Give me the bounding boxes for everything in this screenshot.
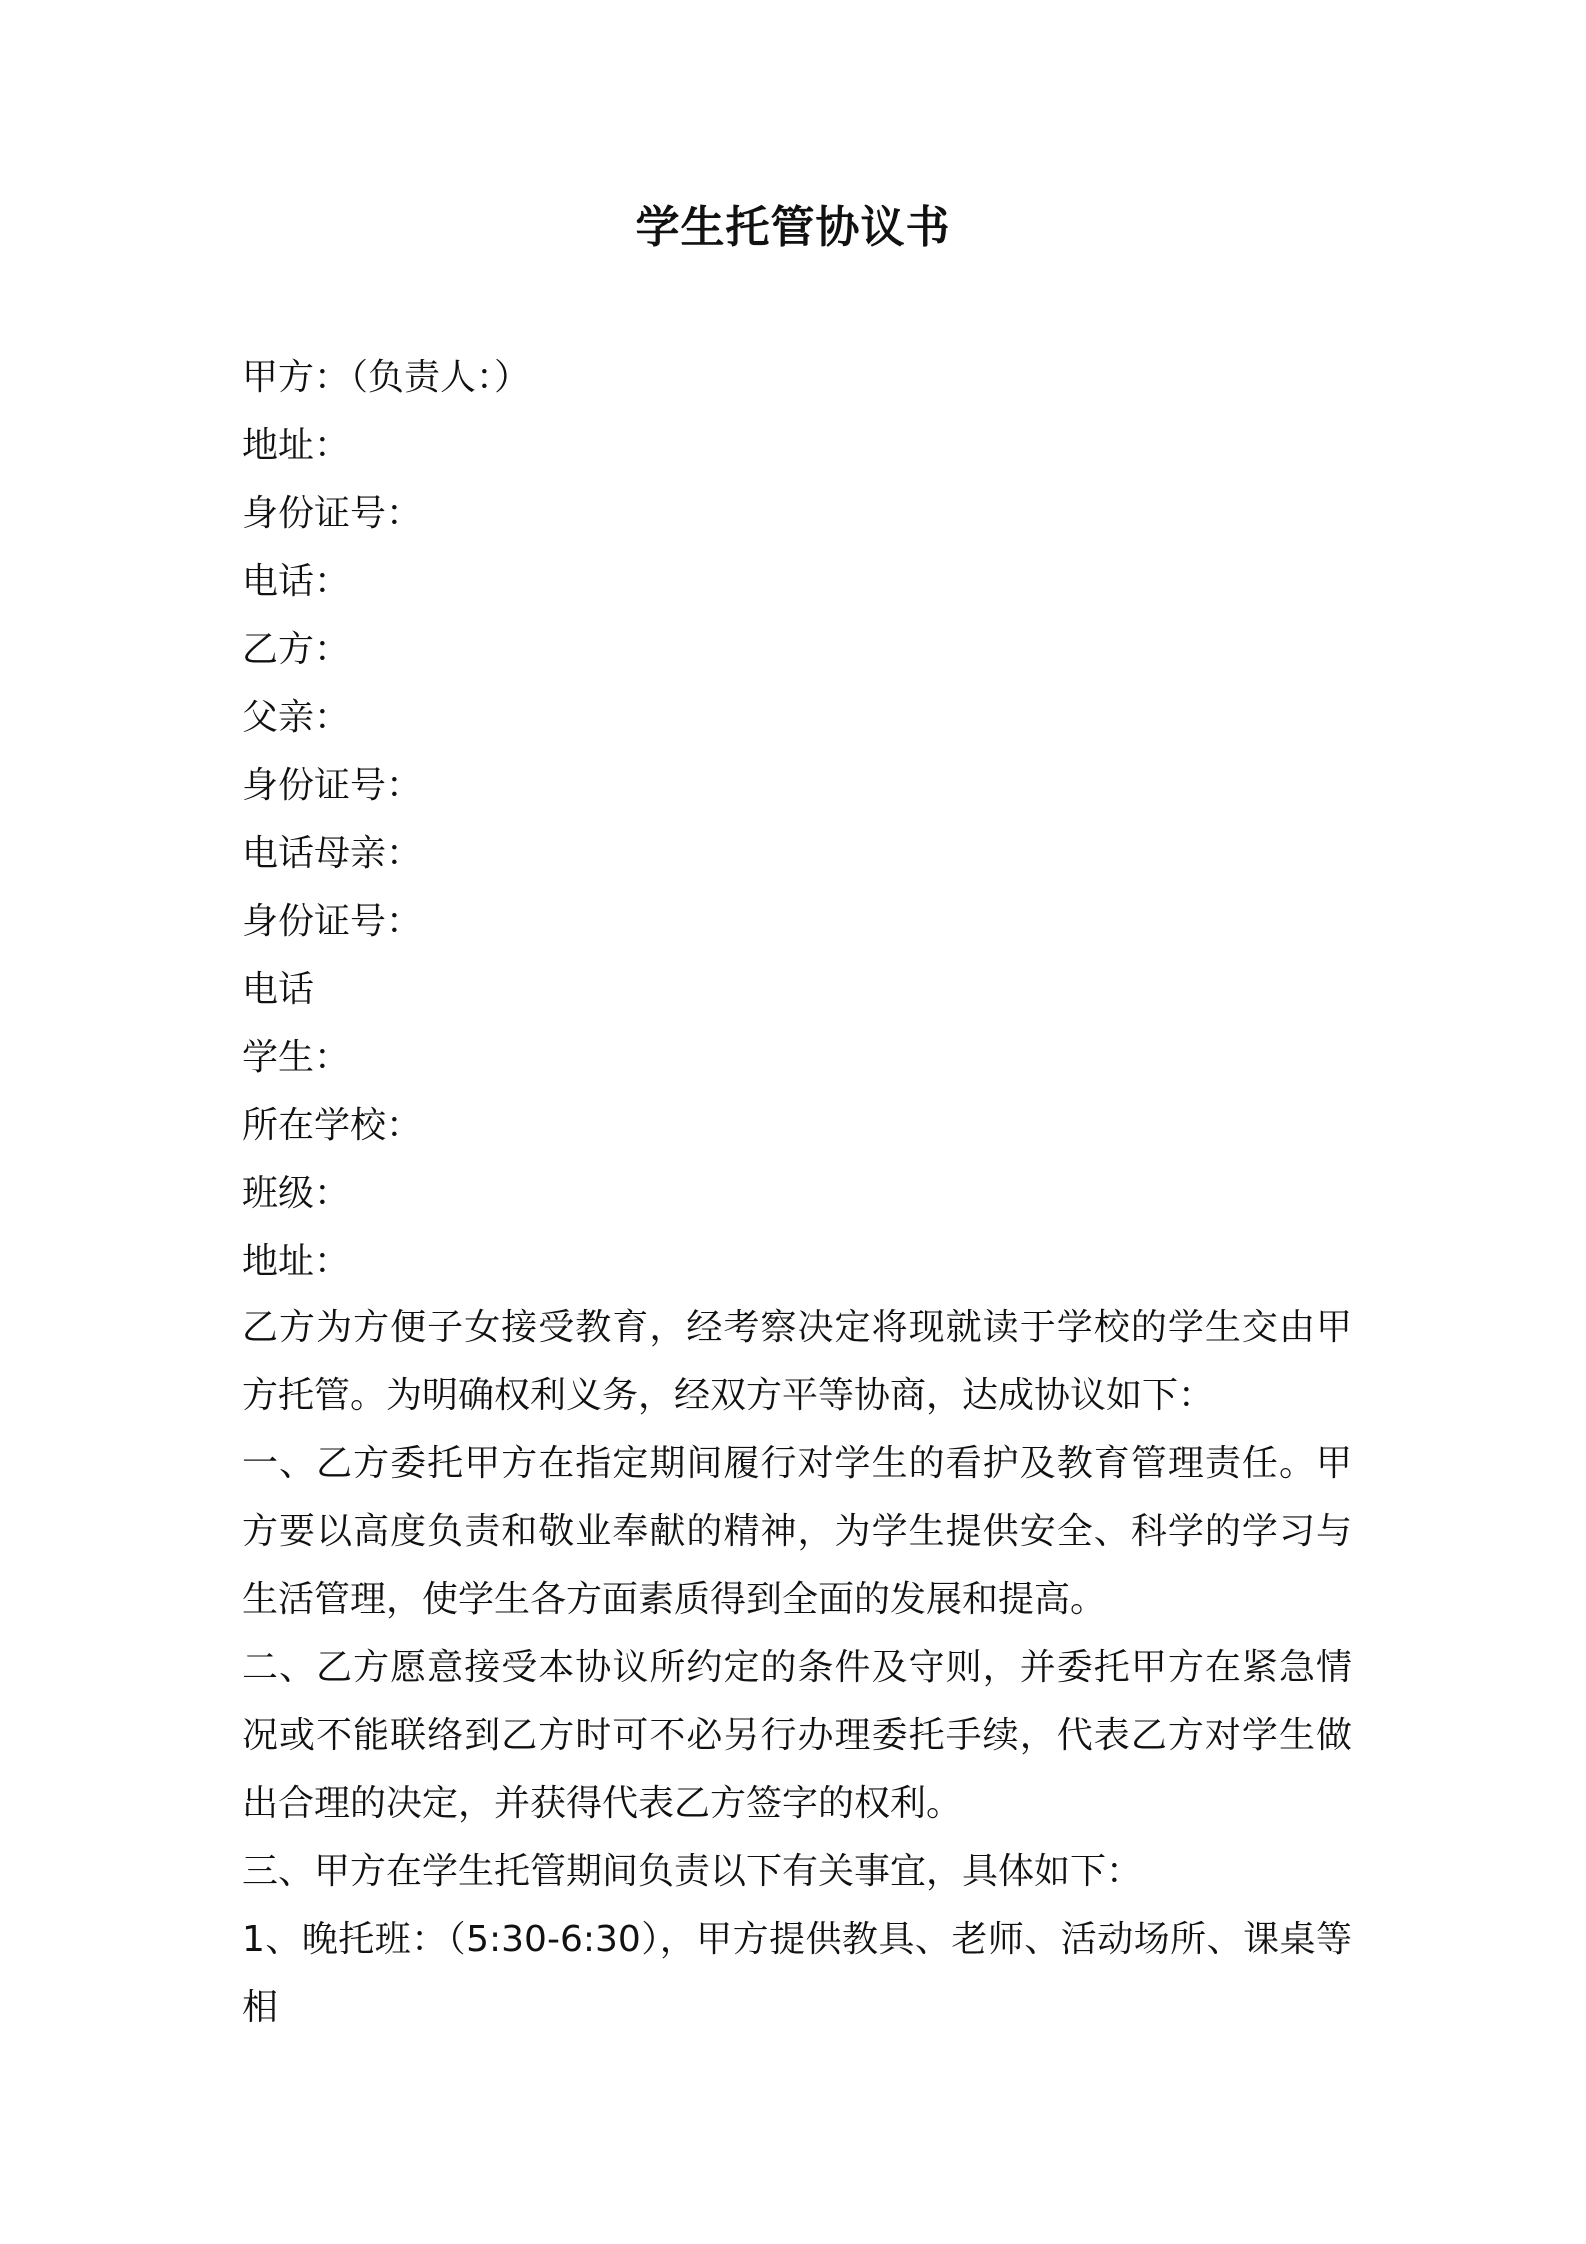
document-title: 学生托管协议书: [635, 202, 951, 253]
field-party-a-phone: 电话：: [242, 561, 351, 602]
field-class: 班级：: [242, 1173, 351, 1214]
field-student: 学生：: [242, 1037, 351, 1078]
agreement-body: [242, 1294, 1352, 2042]
field-father-id-number: 身份证号：: [242, 765, 423, 806]
field-party-b: 乙方：: [242, 629, 351, 670]
party-info-fields: [242, 344, 1362, 1296]
paragraph-intro: 乙方为方便子女接受教育，经考察决定将现就读于学校的学生交由甲方托管。为明确权利义务，经双方平等协商，达成协议如下：: [242, 1307, 1352, 1416]
paragraph-clause-1: 一、乙方委托甲方在指定期间履行对学生的看护及教育管理责任。甲方要以高度负责和敬业奉献的精神，为学生提供安全、科学的学习与生活管理，使学生各方面素质得到全面的发展和提高。: [242, 1443, 1352, 1620]
field-party-a: 甲方：（负责人：）: [242, 357, 531, 398]
field-father: 父亲：: [242, 697, 351, 738]
field-phone-mother: 电话母亲：: [242, 833, 423, 874]
field-school: 所在学校：: [242, 1105, 423, 1146]
paragraph-clause-2: 二、乙方愿意接受本协议所约定的条件及守则，并委托甲方在紧急情况或不能联络到乙方时可不必另行办理委托手续，代表乙方对学生做出合理的决定，并获得代表乙方签字的权利。: [242, 1647, 1352, 1824]
field-student-address: 地址：: [242, 1241, 351, 1282]
field-mother-phone: 电话: [242, 969, 315, 1010]
paragraph-clause-3: 三、甲方在学生托管期间负责以下有关事宜，具体如下：: [242, 1851, 1143, 1892]
field-mother-id-number: 身份证号：: [242, 901, 423, 942]
field-party-a-address: 地址：: [242, 425, 351, 466]
field-party-a-id-number: 身份证号：: [242, 493, 423, 534]
paragraph-item-1: 1、晚托班：（5:30-6:30），甲方提供教具、老师、活动场所、课桌等相: [242, 1919, 1352, 2028]
